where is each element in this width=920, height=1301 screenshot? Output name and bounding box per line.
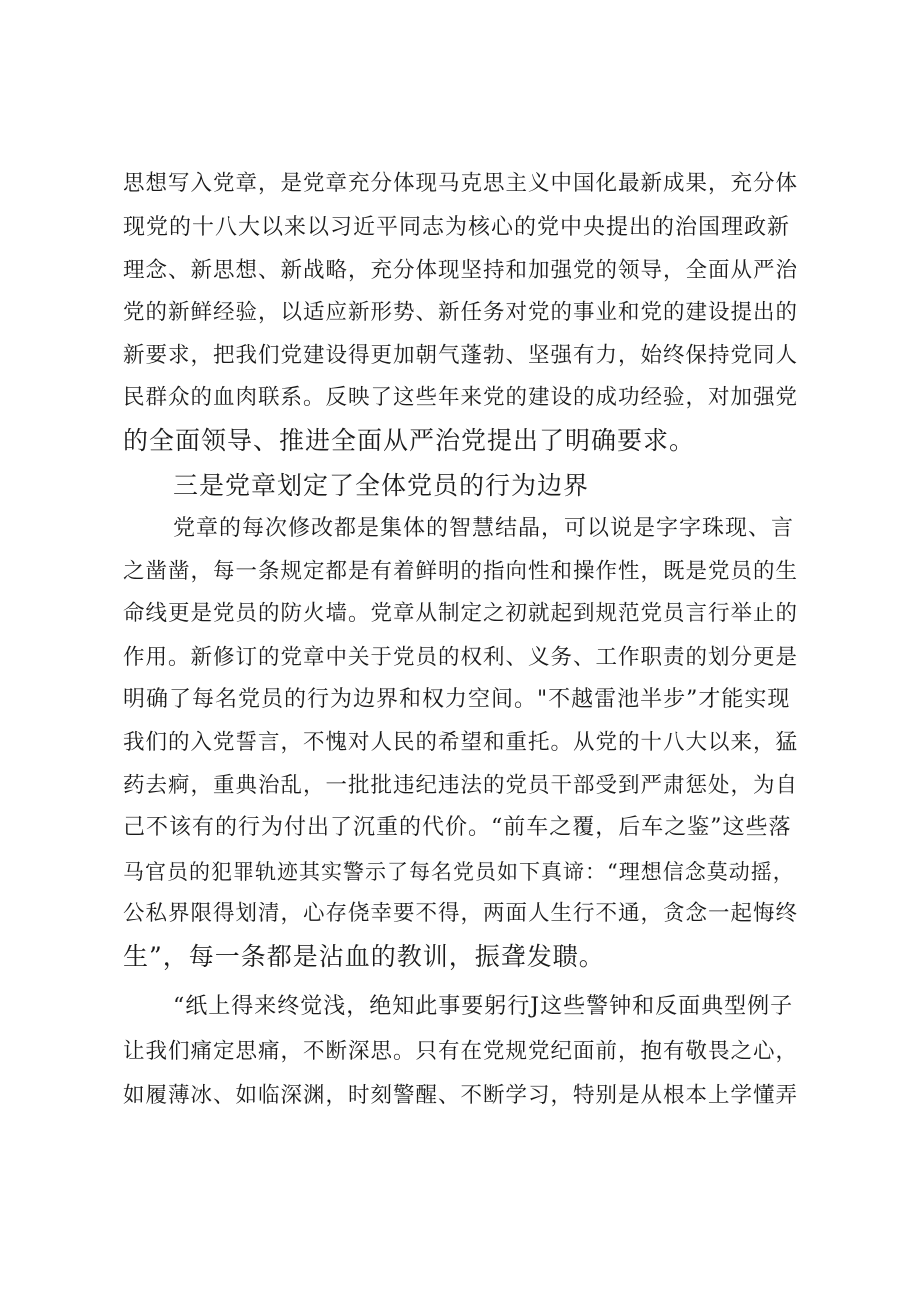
paragraph-line: 现党的十八大以来以习近平同志为核心的党中央提出的治国理政新 [123,215,791,240]
paragraph-line: 党的新鲜经验，以适应新形势、新任务对党的事业和党的建设提出的 [123,300,799,325]
paragraph-line: 思想写入党章，是党章充分体现马克思主义中国化最新成果，充分体 [123,171,799,196]
paragraph-line: 药去痾，重典治乱，一批批违纪违法的党员干部受到严肃惩处，为自 [123,773,799,798]
paragraph-line: 己不该有的行为付出了沉重的代价。“前车之覆，后车之鉴”这些落 [123,815,792,840]
paragraph-line: 的全面领导、推进全面从严治党提出了明确要求。 [123,426,696,455]
paragraph-line: 理念、新思想、新战略，充分体现坚持和加强党的领导，全面从严治 [123,258,799,283]
paragraph-line: 生”，每一条都是沾血的教训，振聋发聩。 [123,942,605,971]
paragraph-line: 我们的入党誓言，不愧对人民的希望和重托。从党的十八大以来，猛 [123,730,799,755]
paragraph-line: 公私界限得划清，心存侥幸要不得，两面人生行不通，贪念一起悔终 [123,901,799,926]
paragraph-line: 如履薄冰、如临深渊，时刻警醒、不断学习，特别是从根本上学懂弄 [123,1083,799,1108]
paragraph-line: 让我们痛定思痛，不断深思。只有在党规党纪面前，抱有敬畏之心， [123,1039,799,1064]
paragraph-line: 明确了每名党员的行为边界和权力空间。"不越雷池半步”才能实现 [123,687,791,712]
paragraph-line: 新要求，把我们党建设得更加朝气蓬勃、坚强有力，始终保持党同人 [123,343,799,368]
section-heading: 三是党章划定了全体党员的行为边界 [173,471,590,500]
paragraph-line: 马官员的犯罪轨迹其实警示了每名党员如下真谛：“理想信念莫动摇， [123,860,795,884]
paragraph-line: 命线更是党员的防火墙。党章从制定之初就起到规范党员言行举止的 [123,601,799,626]
paragraph-line: 民群众的血肉联系。反映了这些年来党的建设的成功经验，对加强党 [123,385,799,410]
paragraph-line: 之凿凿，每一条规定都是有着鲜明的指向性和操作性，既是党员的生 [123,559,799,584]
paragraph-line: 党章的每次修改都是集体的智慧结晶，可以说是字字珠现、言 [173,516,795,541]
paragraph-line: 作用。新修订的党章中关于党员的权利、义务、工作职责的划分更是 [123,645,799,670]
paragraph-line: “纸上得来终觉浅，绝知此事要躬行J这些警钟和反面典型例子 [173,994,794,1019]
